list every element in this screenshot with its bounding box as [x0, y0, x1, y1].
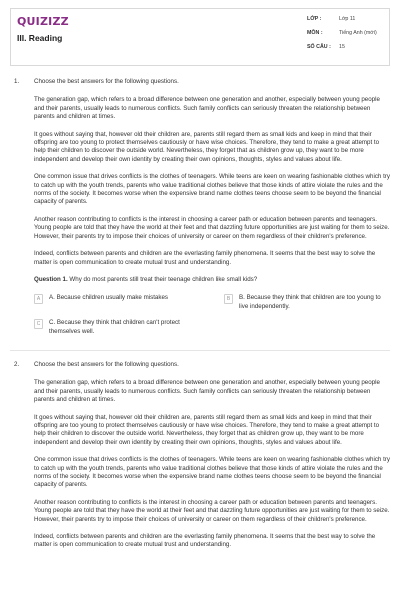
meta-label: LỚP :	[307, 16, 322, 22]
meta-row-count	[307, 44, 377, 58]
sub-question	[34, 276, 390, 284]
meta-label: MÔN :	[307, 30, 323, 36]
section-title: III. Reading	[17, 33, 63, 43]
option-text: A. Because children usually make mistakes	[49, 294, 168, 302]
passage-paragraph: Indeed, conflicts between parents and children are the everlasting family phenomena. It seems that the best way to solve the matter is open communication to create mutual trust and understanding.	[34, 250, 376, 266]
question-instruction: Choose the best answers for the following questions.	[34, 360, 179, 368]
question-divider	[10, 350, 390, 351]
quizizz-logo: QUIZIZZ	[17, 15, 69, 28]
answer-option-b[interactable]	[224, 294, 400, 311]
answer-options	[34, 294, 390, 336]
passage-paragraph: One common issue that drives conflicts is the clothes of teenagers. While teens are keen on wearing fashionable clothes which try to catch up with the youth trends, parents who value traditional clothes believe that those kinds of attire violate the rules and the norms of the society. It becomes worse when the expensive brand name clothes teens choose seem to be beyond the financial capacity of parents.	[34, 173, 390, 206]
question-number: 2.	[14, 360, 20, 368]
worksheet-content	[10, 78, 390, 564]
meta-label: SỐ CÂU :	[307, 44, 331, 50]
question-block-2	[10, 361, 390, 550]
question-instruction: Choose the best answers for the following questions.	[34, 78, 179, 85]
option-letter-badge: B	[224, 294, 233, 304]
option-text: C. Because they think that children can't protect themselves well.	[49, 319, 180, 335]
option-letter-badge: A	[34, 294, 43, 304]
sub-question-label: Question 1.	[34, 275, 68, 283]
passage-paragraph: It goes without saying that, however old their children are, parents still regard them as small kids and keep in mind that their offspring are too young to protect themselves cautiously or have wise choices. Therefore, they tend to make a great attempt to help their children to discover the outside world. Nevertheless, they forget that as children grow up, they want to be more independent and develop their own identity by creating their own opinions, thoughts, styles and values about life.	[34, 130, 380, 163]
sub-question-text: Why do most parents still treat their teenage children like small kids?	[67, 275, 258, 283]
passage-paragraph: Another reason contributing to conflicts is the interest in choosing a career path or education between parents and teenagers. Young people are told that they have the world at their feet and that dazzling future opportunities are just waiting for them to seize. However, their parents try to impose their choices of university or career on them regardless of their children's preference.	[34, 498, 390, 523]
meta-row-subject	[307, 30, 377, 44]
question-block-1	[10, 78, 390, 336]
passage-paragraph: Indeed, conflicts between parents and children are the everlasting family phenomena. It seems that the best way to solve the matter is open communication to create mutual trust and understanding.	[34, 533, 376, 549]
passage-paragraph: The generation gap, which refers to a broad difference between one generation and another, especially between young people and their parents, usually leads to numerous conflicts. Such family conflicts can seriously threaten the relationship between parents and children at times.	[34, 379, 380, 404]
worksheet-meta	[307, 16, 377, 58]
passage-paragraph: The generation gap, which refers to a broad difference between one generation and another, especially between young people and their parents, usually leads to numerous conflicts. Such family conflicts can seriously threaten the relationship between parents and children at times.	[34, 96, 380, 121]
meta-value: Lớp 11	[339, 16, 356, 22]
option-letter-badge: C	[34, 319, 43, 329]
answer-option-c[interactable]	[34, 319, 224, 336]
option-text: B. Because they think that children are too young to live independently.	[239, 294, 381, 310]
answer-option-a[interactable]	[34, 294, 224, 311]
passage-paragraph: It goes without saying that, however old their children are, parents still regard them as small kids and keep in mind that their offspring are too young to protect themselves cautiously or have wise choices. Therefore, they tend to make a great attempt to help their children to discover the outside world. Nevertheless, they forget that as children grow up, they want to be more independent and develop their own identity by creating their own opinions, thoughts, styles and values about life.	[34, 413, 380, 446]
meta-value: 15	[339, 44, 345, 50]
passage-paragraph: Another reason contributing to conflicts is the interest in choosing a career path or education between parents and teenagers. Young people are told that they have the world at their feet and that dazzling future opportunities are just waiting for them to seize. However, their parents try to impose their choices of university or career on them regardless of their children's preference.	[34, 215, 390, 240]
passage-paragraph: One common issue that drives conflicts is the clothes of teenagers. While teens are keen on wearing fashionable clothes which try to catch up with the youth trends, parents who value traditional clothes believe that those kinds of attire violate the rules and the norms of the society. It becomes worse when the expensive brand name clothes teens choose seem to be beyond the financial capacity of parents.	[34, 456, 390, 489]
meta-row-class	[307, 16, 377, 30]
worksheet-header	[10, 8, 390, 66]
question-number: 1.	[14, 78, 20, 85]
meta-value: Tiếng Anh (mới)	[339, 30, 377, 36]
